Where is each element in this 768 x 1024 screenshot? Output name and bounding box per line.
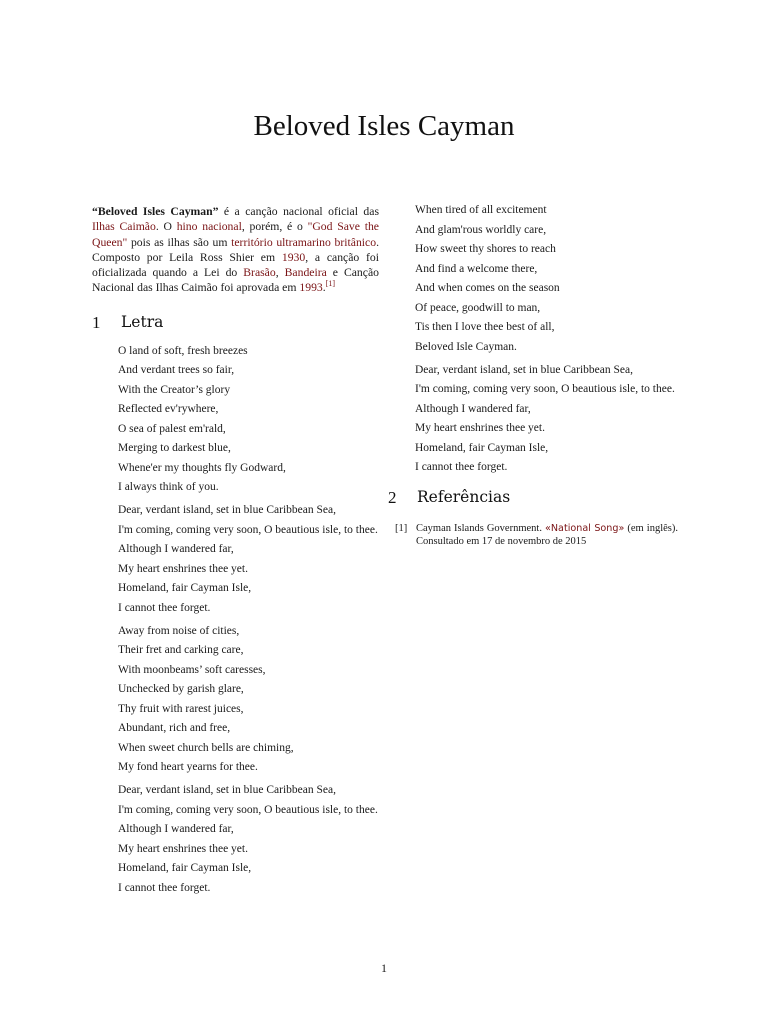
lyric-line: Homeland, fair Cayman Isle, [118, 862, 252, 875]
intro-text: . O [155, 220, 177, 234]
lyric-line: I'm coming, coming very soon, O beautious isle, to thee. [415, 383, 675, 395]
link-bandeira[interactable]: Bandeira [284, 266, 327, 280]
reference-source: Cayman Islands Government. [416, 523, 546, 534]
intro-bold-title: “Beloved Isles Cayman” [92, 205, 219, 218]
lyric-line: Although I wandered far, [118, 823, 234, 836]
lyric-line: Their fret and carking care, [118, 644, 244, 657]
intro-text: , [275, 266, 285, 280]
reference-note: (em inglês). Consultado em 17 de novembro de 2015 [416, 523, 678, 547]
lyric-line: Reflected ev'rywhere, [118, 403, 219, 416]
stanza [415, 204, 678, 354]
lyric-line: With moonbeams’ soft caresses, [118, 663, 266, 676]
lyric-line: Beloved Isle Cayman. [415, 340, 517, 353]
right-column [388, 204, 678, 548]
reference-link[interactable]: «National Song» [545, 523, 625, 534]
lyric-line: With the Creator’s glory [118, 383, 231, 396]
lyric-line: When sweet church bells are chiming, [118, 741, 294, 754]
lyrics-left [92, 345, 379, 895]
lyric-line: My heart enshrines thee yet. [118, 562, 248, 575]
lyric-line: Tis then I love thee best of all, [415, 321, 555, 333]
lyric-line: Abundant, rich and free, [118, 722, 231, 735]
intro-text: , porém, é o [241, 220, 308, 234]
lyric-line: Although I wandered far, [415, 402, 531, 415]
intro-text: e Canção Nacional das Ilhas Caimão foi aprovada em [92, 266, 379, 295]
lyrics-right [388, 204, 678, 474]
section-number: 1 [92, 312, 101, 332]
lyric-line: My heart enshrines thee yet. [415, 422, 545, 434]
section-title: Referências [417, 488, 511, 506]
reference-number: [1] [395, 523, 408, 534]
page-title: Beloved Isles Cayman [253, 110, 515, 142]
lyric-line: I cannot thee forget. [118, 881, 211, 894]
lyric-line: My heart enshrines thee yet. [118, 842, 248, 855]
link-ilhas-caimao[interactable]: Ilhas Caimão [92, 220, 156, 234]
lyric-line: How sweet thy shores to reach [415, 243, 556, 255]
lyric-line: Dear, verdant island, set in blue Caribbean Sea, [118, 784, 336, 797]
citation-link[interactable]: [1] [325, 279, 336, 289]
lyric-line: Dear, verdant island, set in blue Caribbean Sea, [415, 363, 633, 376]
lyric-line: Dear, verdant island, set in blue Caribbean Sea, [118, 504, 336, 517]
lyric-line: Thy fruit with rarest juices, [118, 702, 244, 715]
page-number: 1 [381, 961, 387, 975]
reference-text [416, 522, 678, 548]
section-number: 2 [388, 488, 397, 507]
link-1993[interactable]: 1993 [299, 281, 323, 295]
stanza [118, 504, 379, 615]
references-list [388, 522, 678, 548]
link-brasao[interactable]: Brasão [243, 266, 276, 280]
section-heading-referencias [388, 488, 678, 508]
lyric-line: Of peace, goodwill to man, [415, 301, 541, 314]
lyric-line: Merging to darkest blue, [118, 442, 231, 455]
lyric-line: Unchecked by garish glare, [118, 683, 244, 696]
lyric-line: Homeland, fair Cayman Isle, [415, 441, 549, 454]
stanza [118, 345, 379, 495]
stanza [118, 784, 379, 895]
lyric-line: My fond heart yearns for thee. [118, 761, 258, 774]
lyric-line: And when comes on the season [415, 282, 560, 294]
lyric-line: And glam'rous worldly care, [415, 223, 547, 236]
lyric-line: When tired of all excitement [415, 204, 547, 216]
reference-item [388, 522, 678, 548]
intro-text: pois as ilhas são um [127, 235, 232, 249]
lyric-line: O sea of palest em'rald, [118, 422, 226, 435]
link-god-save-the-queen[interactable]: "God Save the Queen" [92, 220, 379, 249]
stanza [415, 364, 678, 475]
lyric-line: I always think of you. [118, 481, 219, 494]
intro-text: é a canção nacional oficial das [218, 205, 379, 218]
intro-text: , a canção foi oficializada quando a Lei do [92, 250, 379, 280]
lyric-line: I cannot thee forget. [415, 461, 508, 473]
section-heading-letra [92, 313, 379, 333]
left-column [92, 204, 379, 905]
link-1930[interactable]: 1930 [281, 250, 306, 264]
stanza [118, 625, 379, 775]
lyric-line: I'm coming, coming very soon, O beautious isle, to thee. [118, 523, 378, 536]
link-territorio-ultramarino[interactable]: território ultramarino britânico [231, 235, 377, 249]
lyric-line: Whene'er my thoughts fly Godward, [118, 461, 286, 474]
lyric-line: Away from noise of cities, [118, 624, 240, 637]
intro-paragraph [92, 204, 379, 296]
intro-text: . [322, 281, 326, 295]
lyric-line: I'm coming, coming very soon, O beautious isle, to thee. [118, 803, 378, 816]
lyric-line: And find a welcome there, [415, 262, 538, 275]
lyric-line: Although I wandered far, [118, 543, 234, 556]
link-hino-nacional[interactable]: hino nacional [176, 220, 242, 234]
lyric-line: Homeland, fair Cayman Isle, [118, 582, 252, 595]
lyric-line: And verdant trees so fair, [118, 364, 235, 377]
intro-text: . Composto por Leila Ross Shier em [92, 235, 379, 264]
section-title: Letra [121, 312, 164, 331]
lyric-line: O land of soft, fresh breezes [118, 344, 248, 357]
lyric-line: I cannot thee forget. [118, 601, 211, 614]
